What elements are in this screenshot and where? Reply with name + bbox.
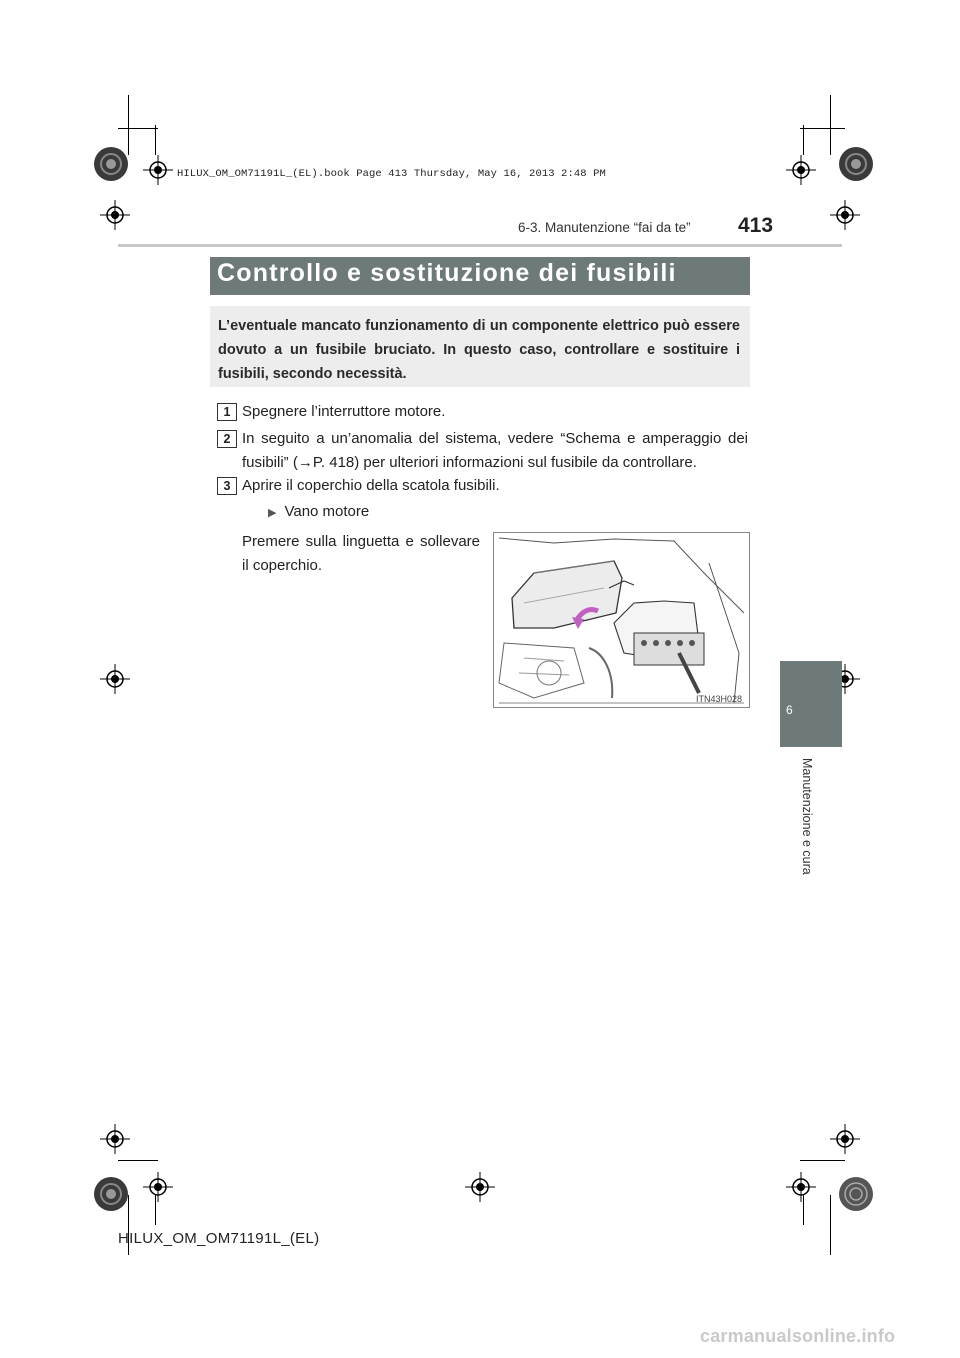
registration-mark-icon (143, 155, 173, 185)
chapter-number: 6 (786, 703, 793, 717)
registration-mark-icon (830, 200, 860, 230)
registration-mark-icon (786, 1172, 816, 1202)
step-text: Spegnere l’interruttore motore. (242, 403, 446, 420)
crop-line (118, 128, 158, 129)
registration-mark-icon (143, 1172, 173, 1202)
fuse-box-illustration (494, 533, 749, 707)
engine-bay-illustration (493, 532, 750, 708)
section-reference: 6-3. Manutenzione “fai da te” (518, 220, 691, 235)
step-text: Aprire il coperchio della scatola fusibili. (242, 477, 500, 494)
step-number-badge: 2 (217, 430, 237, 448)
crop-line (830, 1195, 831, 1255)
print-target-icon (838, 146, 874, 182)
print-target-icon (93, 146, 129, 182)
bullet-item (268, 503, 369, 520)
intro-text: L’eventuale mancato funzionamento di un componente elettrico può essere dovuto a un fusibile bruciato. In questo caso, controllare e sostituire i fusibili, secondo necessità. (218, 318, 740, 382)
header-divider (118, 244, 842, 247)
step-number-badge: 3 (217, 477, 237, 495)
print-target-icon (838, 1176, 874, 1212)
registration-mark-icon (830, 1124, 860, 1154)
watermark: carmanualsonline.info (700, 1326, 896, 1346)
crop-line (155, 125, 156, 155)
registration-mark-icon (100, 1124, 130, 1154)
crop-line (830, 95, 831, 155)
crop-line (800, 128, 845, 129)
registration-mark-icon (100, 200, 130, 230)
registration-mark-icon (465, 1172, 495, 1202)
print-target-icon (93, 1176, 129, 1212)
crop-line (803, 125, 804, 155)
step-number-badge: 1 (217, 403, 237, 421)
registration-mark-icon (100, 664, 130, 694)
page-title: Controllo e sostituzione dei fusibili (217, 259, 677, 287)
crop-line (800, 1160, 845, 1161)
footer-code: HILUX_OM_OM71191L_(EL) (118, 1230, 320, 1247)
chapter-title: Manutenzione e cura (800, 758, 814, 875)
triangle-right-icon: ▶ (268, 507, 277, 519)
figure-code: ITN43H028 (696, 694, 743, 704)
step-text: In seguito a un’anomalia del sistema, vedere “Schema e amperaggio dei fusibili” (→P. 418) per ulteriori informazioni sul fusibile da controllare. (242, 430, 748, 471)
registration-mark-icon (786, 155, 816, 185)
page-number: 413 (738, 214, 774, 237)
bullet-label: Vano motore (284, 503, 370, 520)
crop-line (118, 1160, 158, 1161)
book-stamp: HILUX_OM_OM71191L_(EL).book Page 413 Thursday, May 16, 2013 2:48 PM (177, 168, 606, 180)
description-text: Premere sulla linguetta e sollevare il coperchio. (242, 533, 480, 574)
